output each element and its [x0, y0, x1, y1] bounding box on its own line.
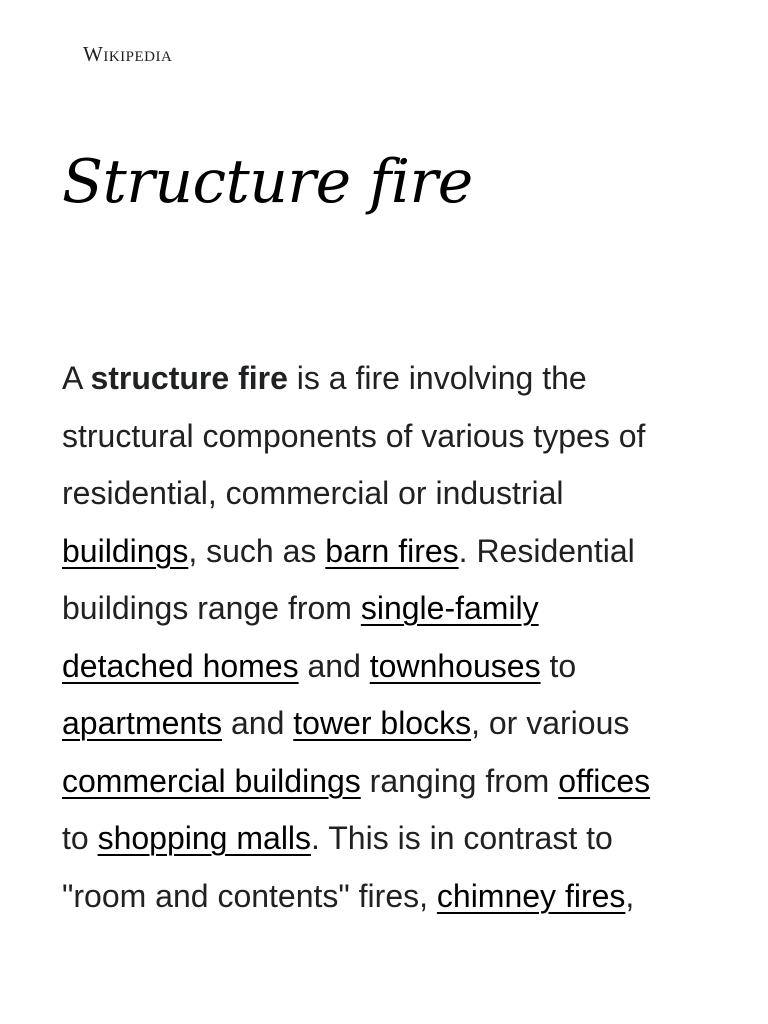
- text-line: [62, 350, 722, 408]
- text-line: [62, 638, 722, 696]
- text-segment: and: [222, 705, 294, 741]
- link-townhouses[interactable]: townhouses: [369, 647, 541, 684]
- text-segment: to: [540, 647, 577, 684]
- text-segment: , such as: [188, 532, 326, 569]
- text-line: [62, 408, 722, 466]
- text-line: [62, 523, 722, 581]
- link-commercial-buildings[interactable]: commercial buildings: [62, 762, 361, 799]
- link-apartments[interactable]: apartments: [62, 705, 223, 741]
- text-segment: buildings range from: [62, 590, 361, 626]
- text-line: [62, 580, 722, 638]
- link-single-family-detached-homes-2[interactable]: detached homes: [62, 647, 299, 684]
- text-segment: A: [62, 360, 91, 396]
- text-line: [62, 753, 722, 811]
- link-chimney-fires[interactable]: chimney fires: [436, 877, 626, 914]
- text-segment: . Residential: [458, 532, 635, 569]
- link-offices[interactable]: offices: [558, 762, 651, 799]
- text-segment: structural components of various types of: [62, 417, 646, 454]
- link-buildings[interactable]: buildings: [62, 532, 189, 569]
- text-segment: . This is in contrast to: [311, 820, 613, 856]
- bold-term: structure fire: [90, 360, 288, 396]
- text-segment: is a fire involving the: [287, 360, 587, 396]
- link-shopping-malls[interactable]: shopping malls: [97, 820, 312, 856]
- link-single-family-detached-homes[interactable]: single-family: [360, 590, 539, 626]
- text-line: [62, 868, 722, 926]
- text-segment: , or various: [471, 705, 630, 741]
- text-line: [62, 810, 722, 868]
- text-line: [62, 465, 722, 523]
- text-segment: residential, commercial or industrial: [62, 475, 564, 511]
- text-segment: to: [62, 820, 98, 856]
- text-segment: and: [298, 647, 370, 684]
- text-line: [62, 695, 722, 753]
- link-tower-blocks[interactable]: tower blocks: [293, 705, 472, 741]
- text-segment: ranging from: [360, 762, 559, 799]
- article-intro-paragraph: [62, 350, 722, 925]
- link-barn-fires[interactable]: barn fires: [325, 532, 459, 569]
- page-title: Structure fire: [62, 147, 473, 217]
- wikipedia-logo[interactable]: Wikipedia: [83, 42, 173, 66]
- text-segment: "room and contents" fires,: [62, 877, 437, 914]
- text-segment: ,: [625, 877, 635, 914]
